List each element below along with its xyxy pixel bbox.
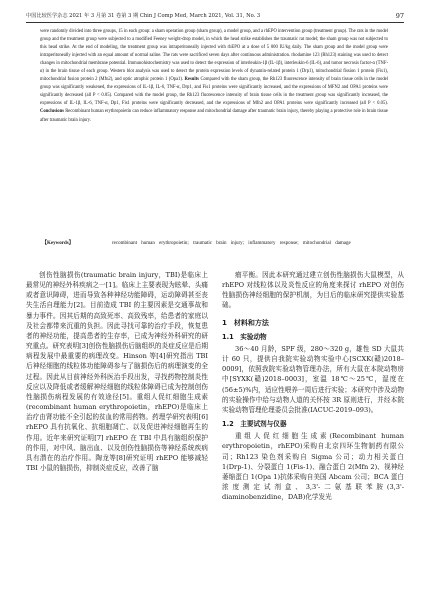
introduction-paragraph: 创伤性脑损伤(traumatic brain injury，TBI)是临床上最常见的神经外科疾病之一[1]。临床上主要表现为眩晕、头痛或者意识障碍，进而导致各种神经功能障碍，运动障碍甚至丧失生活自理能力[2]。目前造成 TBI 的主要因素是交通事故和暴力事件。因其后期的高致死率、高致残率，给患者的家庭以及社会都带来沉重的负担。因此寻找可靠的治疗手段，恢复患者的神经功能，提高患者的生存率，已成为神经外科研究的研究重点。研究表明[3]创伤性脑损伤后脑组织的炎症反应是后期病程发展中最重要的病理改变。Hinson 等[4]研究指出 TBI 后神经细胞的线粒体功能障碍参与了脑损伤后的病理演变的全过程。因此从目前神经外科医治手段出发，寻找药物控制炎性反应以及降低或者缓解神经细胞的线粒体障碍已成为控制创伤性脑损伤病程发展的有效途径[5]。重组人促红细胞生成素(recombinant human erythropoietin，rhEPO)是临床上治疗由肾功能不全引起的贫血的常用药物。药理学研究表明[6] rhEPO 具有抗氧化、抗细胞凋亡、以及促进神经细胞再生的作用。近年来研究证明[7] rhEPO 在 TBI 中具有脑组织保护的作用，对中风、脑出血、以及创伤性脑损伤等神经系统疾病具有潜在的治疗作用。陶龙等[8]研究证明 rhEPO 能够减轻 TBI 小鼠的脑损伤，抑制炎症反应，改善了脑 [26, 271, 208, 472]
reagents-paragraph: 重组人促红细胞生成素(Recombinant human erythropoietin，rhEPO)采购自北京四环生物制药有限公司；Rh123 染色剂采购自 Sigma 公司；动力相关蛋白 1(Drp-1)、分裂蛋白 1(Fis-1)、融合蛋白 2(Mfn 2)、视神经萎缩蛋白 1(Opa 1)抗体采购自美国 Abcam 公司；BCA 蛋白浓度测定试剂盒、3,3'-二氨基联苯胺(3,3'-diaminobenzidine，DAB)化学发光 [222, 432, 404, 502]
left-column [26, 270, 208, 473]
animals-paragraph: 36～40 月龄，SPF 级，280～320 g，雄性 SD 大鼠共计 60 只，提供自我院实验动物实验中心[SCXK(赣)2018–0009]，依照我院实验动物管理办法，所有大鼠在本院动物房中[SYXK(赣)2018–0003]，室温 18℃～25℃，湿度在(56±5)%内，适应性喂养一周后进行实验；本研究中涉及动物的实验操作中给与动物人道的关怀按 3R 原则进行，并经本院实验动物管理伦理委员会批准(IACUC-2019–093)。 [222, 344, 404, 414]
results-label: Results [184, 77, 199, 83]
page-number: 97 [395, 12, 404, 20]
abstract-conclusions-text: Recombinant human erythropoietin can reduce inflammatory response and mitochondrial damage after traumatic brain injury, thereby playing a protective role in brain tissue after traumatic brain injury. [40, 109, 388, 123]
english-abstract [40, 28, 388, 125]
right-column [222, 270, 404, 502]
abstract-results-text: Compared with the sham group, the Rh123 fluorescence intensity of brain tissue cells in the model group was significantly weakened, the expressions of IL-1β, IL-6, TNF-α, Drp1, and Fis1 proteins were significantly increased, and the expressions of MFN2 and OPA1 proteins were significantly decreased (all P < 0.05). Compared with the model group, the Rh123 fluorescence intensity of brain tissue cells in the treatment group was significantly increased, the expressions of IL-1β, IL-6, TNF-α, Dp1, Fis1 proteins were significantly decreased, and the expressions of Mfn2 and OPA1 proteins were significantly increased (all P < 0.05). [40, 77, 388, 107]
keywords-label: 【Keywords】 [42, 241, 74, 246]
subsection-heading-animals: 1.1 实验动物 [222, 332, 267, 341]
running-header [26, 10, 404, 23]
subsection-heading-reagents: 1.2 主要试剂与仪器 [222, 420, 287, 429]
journal-citation: 中国比较医学杂志 2021 年 3 月第 31 卷第 3 期 Chin J Comp Med, March 2021, Vol. 31, No. 3 [26, 13, 261, 19]
conclusions-label: Conclusions [40, 109, 64, 115]
abstract-methods-text: were randomly divided into three groups, 15 in each group: a sham operation group (sham group), a model group, and a rhEPO intervention group (treatment group). The rats in the model group and the treatment group were subjected to a modified Feeney weight-drop model, in which the head strike establishes the traumatic rat model; the sham group was not subjected to this head strike. At the end of modeling, the treatment group was intraperitoneally injected with rhEPO at a dose of 5 000 IU/kg daily. The sham group and the model group were intraperitoneally injected with an equal amount of normal saline. The rats were sacrificed seven days after continuous administration. rhodamine 123 (Rh123) staining was used to detect changes in mitochondrial membrane potential. Immunohistochemistry was used to detect the expression of interleukin-1β (IL-1β), interleukin-6 (IL-6), and tumor necrosis factor-α (TNF-α) in the brain tissue of each group. Western blot analysis was used to detect the protein expression levels of dynamin-related protein 1 (Drp1), mitochondrial fission 1 protein (Fis1), mitochondrial fusion protein 2 (Mfn2), and optic atrophic protein 1 (Opa1). [40, 29, 388, 83]
keywords-list: recombinant human erythropoietin; traumatic brain injury; inflammatory response; mitochondrial damage [112, 241, 351, 246]
section-heading-materials-methods: 1 材料和方法 [222, 318, 269, 327]
introduction-continued: 瘤平衡。因此本研究通过建立创伤性脑损伤大鼠模型，从 rhEPO 对线粒体以及炎性反应的角度来探讨 rhEPO 对创伤性脑损伤神经细胞的保护机制，为目后的临床研究提供实验基础。 [222, 271, 404, 310]
